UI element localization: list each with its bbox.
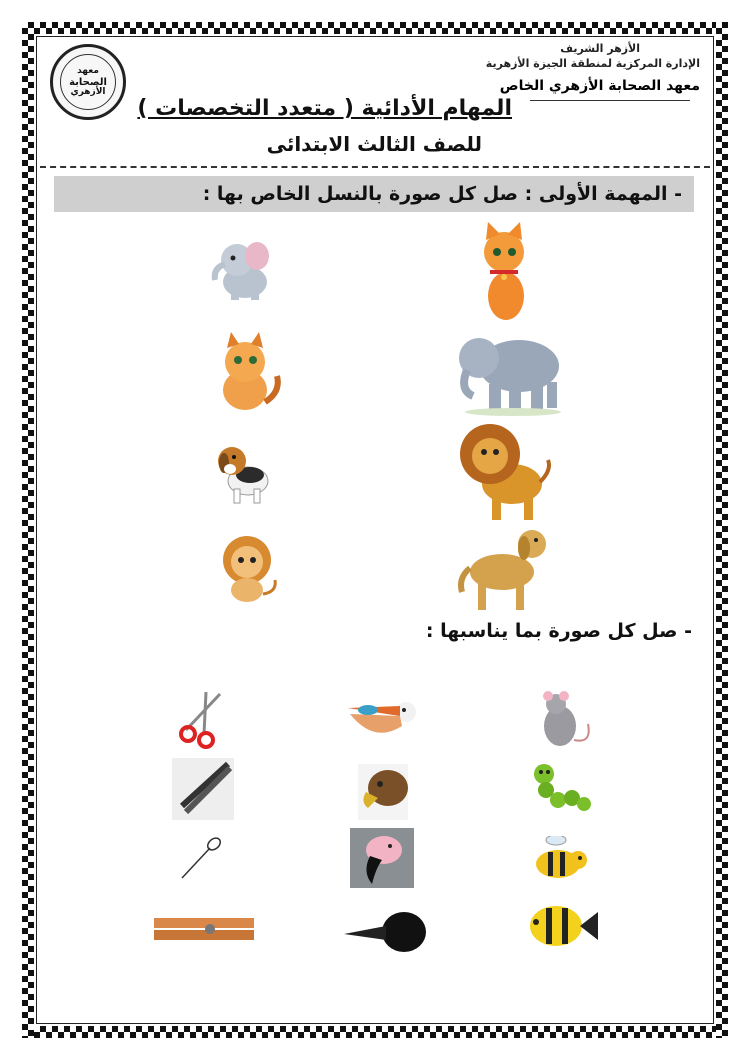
logo-seal bbox=[60, 54, 116, 110]
dog-picture bbox=[458, 522, 553, 614]
header-underline bbox=[530, 100, 690, 101]
bee-picture bbox=[530, 836, 590, 882]
section-divider bbox=[40, 166, 710, 168]
crow-beak-picture bbox=[342, 910, 426, 954]
cat-picture bbox=[470, 222, 540, 324]
eagle-beak-picture bbox=[358, 764, 408, 820]
tweezers-picture bbox=[172, 758, 234, 820]
lion-picture bbox=[456, 420, 556, 524]
border-bottom bbox=[22, 1026, 728, 1038]
lion-cub-picture bbox=[215, 532, 283, 604]
header-line2: الإدارة المركزية لمنطقة الجيزة الأزهرية bbox=[485, 57, 700, 70]
clothespin-picture bbox=[152, 912, 256, 946]
logo-text-1: معهد bbox=[77, 65, 99, 76]
pelican-beak-picture bbox=[344, 698, 420, 746]
task1-bar bbox=[54, 176, 694, 212]
scissors-picture bbox=[176, 690, 226, 750]
border-left bbox=[22, 22, 34, 1038]
logo-text-2: الصحابة bbox=[69, 76, 107, 88]
task1-heading: - المهمة الأولى : صل كل صورة بالنسل الخاص بها : bbox=[202, 183, 682, 205]
header-line1: الأزهر الشريف bbox=[560, 42, 640, 55]
baby-elephant-picture bbox=[205, 234, 280, 304]
main-title: المهام الأدائية ( متعدد التخصصات ) bbox=[137, 96, 512, 121]
border-right bbox=[716, 22, 728, 1038]
institute-logo bbox=[50, 44, 126, 120]
flamingo-beak-picture bbox=[350, 828, 414, 888]
puppy-picture bbox=[210, 435, 280, 507]
spoon-picture bbox=[178, 834, 226, 884]
mouse-picture bbox=[530, 688, 598, 752]
logo-text-3: الأزهري bbox=[70, 86, 106, 97]
kitten-picture bbox=[203, 332, 288, 414]
elephant-picture bbox=[453, 326, 568, 416]
grade-title: للصف الثالث الابتدائى bbox=[266, 132, 482, 156]
fish-picture bbox=[522, 898, 600, 954]
border-top bbox=[22, 22, 728, 34]
caterpillar-picture bbox=[530, 758, 592, 822]
header-line3: معهد الصحابة الأزهري الخاص bbox=[499, 78, 700, 94]
task2-heading: - صل كل صورة بما يناسبها : bbox=[425, 620, 692, 642]
